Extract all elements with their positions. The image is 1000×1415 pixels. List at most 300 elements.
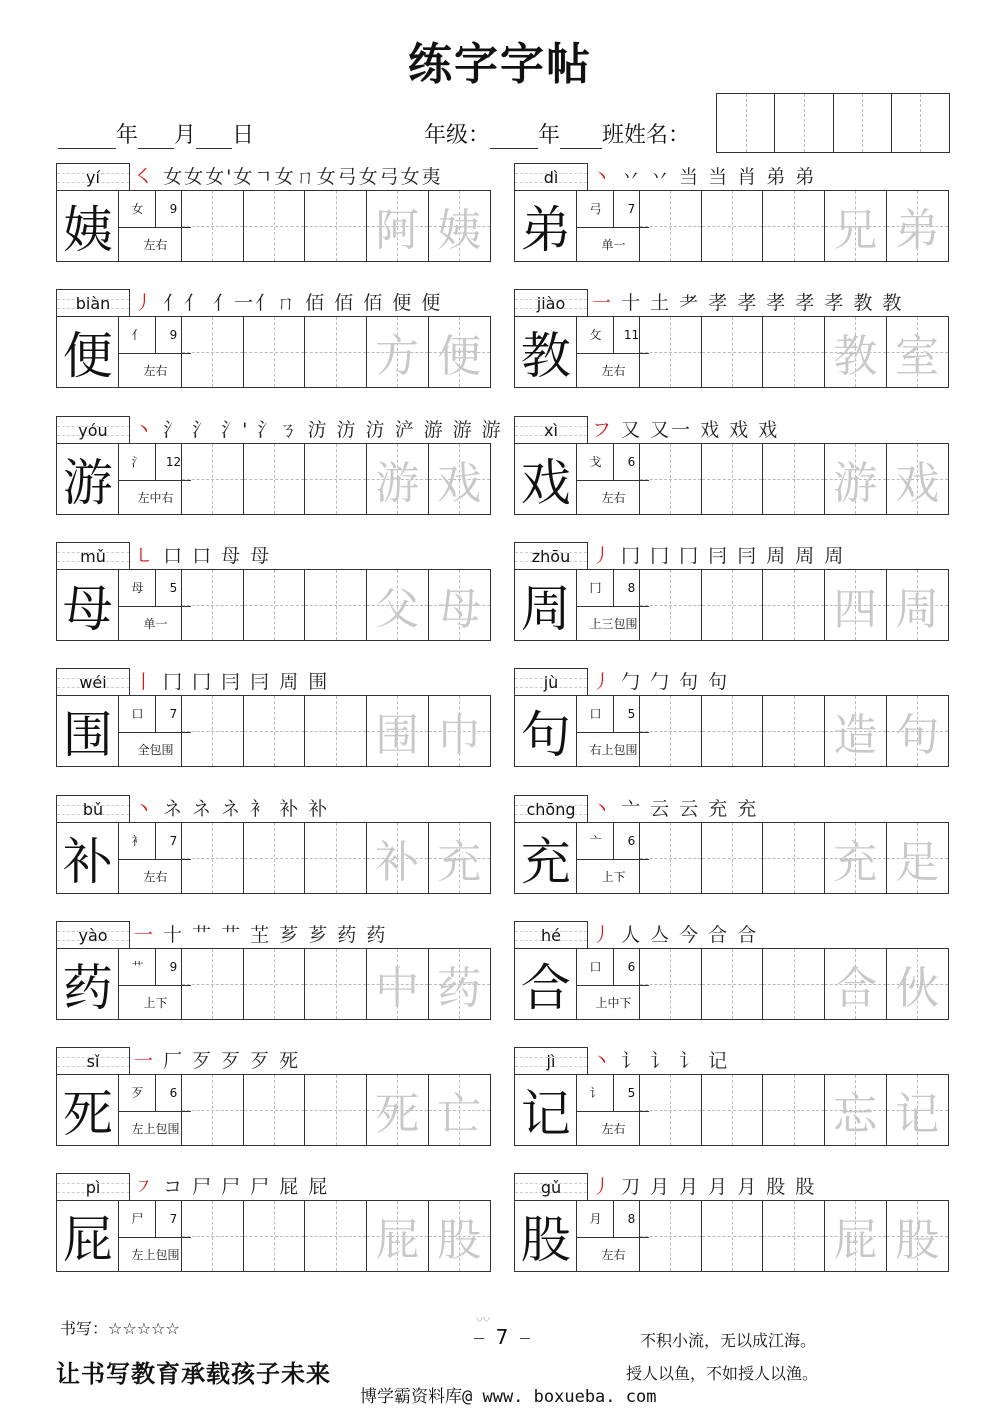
pinyin: jiào (536, 294, 566, 313)
stroke-order (134, 544, 271, 568)
pinyin: yóu (78, 421, 108, 440)
pinyin-box (514, 416, 588, 444)
trace-cell[interactable] (367, 949, 429, 1019)
practice-cell[interactable] (244, 1201, 306, 1271)
trace-cell[interactable] (825, 1201, 887, 1271)
stroke-count: 5 (155, 570, 191, 607)
practice-cell[interactable] (182, 317, 244, 387)
pinyin-box (56, 163, 130, 191)
practice-cell[interactable] (640, 823, 702, 893)
char-info (119, 1075, 181, 1145)
trace-character: 造 (833, 710, 878, 761)
stroke-count: 9 (155, 191, 191, 228)
char-card (514, 795, 949, 899)
structure: 左右 (143, 364, 168, 378)
practice-cell[interactable] (244, 191, 306, 261)
practice-cell[interactable] (182, 570, 244, 640)
slogan: 让书写教育承载孩子未来 (56, 1360, 331, 1388)
trace-cell[interactable] (367, 696, 429, 766)
pinyin-box (56, 289, 130, 317)
practice-cell[interactable] (640, 317, 702, 387)
practice-cell[interactable] (702, 191, 764, 261)
writing-grid (56, 1200, 491, 1272)
pinyin: zhōu (531, 547, 571, 566)
practice-cell[interactable] (182, 1201, 244, 1271)
stroke-count: 7 (155, 696, 191, 733)
practice-cell[interactable] (640, 949, 702, 1019)
trace-cell[interactable] (887, 570, 948, 640)
writing-grid (514, 1200, 949, 1272)
practice-cell[interactable] (244, 823, 306, 893)
stroke-order (592, 544, 845, 568)
stroke-sequence: 十 艹 艹 芏 芗 芗 药 药 (163, 924, 388, 946)
practice-cell[interactable] (182, 949, 244, 1019)
name-box[interactable] (775, 94, 833, 152)
trace-cell[interactable] (825, 570, 887, 640)
radical: 亠 (577, 823, 614, 860)
structure: 左中右 (137, 491, 174, 505)
writing-grid (514, 316, 949, 388)
char-info (577, 949, 639, 1019)
trace-cell[interactable] (429, 444, 490, 514)
pinyin: jì (546, 1052, 556, 1071)
first-stroke: 丿 (592, 671, 614, 693)
char-card (514, 921, 949, 1025)
practice-cell[interactable] (244, 1075, 306, 1145)
practice-cell[interactable] (640, 444, 702, 514)
stroke-sequence: 又 又一 戏 戏 戏 (621, 419, 780, 441)
trace-cell[interactable] (825, 696, 887, 766)
char-card (56, 542, 491, 646)
stroke-order (134, 670, 329, 694)
trace-cell[interactable] (887, 696, 948, 766)
trace-cell[interactable] (429, 696, 490, 766)
trace-cell[interactable] (825, 1075, 887, 1145)
trace-character: 死 (375, 1089, 420, 1140)
practice-cell[interactable] (763, 696, 825, 766)
name-label: 姓名： (624, 123, 691, 148)
stroke-order (592, 670, 729, 694)
radical: 讠 (577, 1075, 614, 1112)
practice-cell[interactable] (702, 696, 764, 766)
main-character: 补 (57, 823, 119, 893)
stroke-count: 6 (155, 1075, 191, 1112)
main-character: 药 (57, 949, 119, 1019)
trace-character: 室 (895, 331, 940, 382)
trace-character: 充 (833, 837, 878, 888)
structure: 左右 (601, 1122, 626, 1136)
stroke-sequence: 冂 冂 冃 冃 周 围 (163, 671, 330, 693)
trace-character: 便 (437, 331, 482, 382)
quote-line-1: 不积小流，无以成江海。 (640, 1331, 817, 1350)
trace-cell[interactable] (887, 1075, 948, 1145)
structure: 上三包围 (589, 617, 638, 631)
trace-cell[interactable] (367, 191, 429, 261)
practice-cell[interactable] (702, 570, 764, 640)
grade-blank[interactable] (490, 126, 538, 149)
trace-character: 周 (895, 584, 940, 635)
stroke-sequence: 冂 冂 冂 冃 冃 周 周 周 (621, 545, 846, 567)
pinyin-box (56, 416, 130, 444)
trace-character: 父 (375, 584, 420, 635)
radical: 女 (119, 191, 156, 228)
char-info (577, 191, 639, 261)
stroke-sequence: 亠 云 云 充 充 (621, 798, 759, 820)
char-card (514, 416, 949, 520)
radical: 攵 (577, 317, 614, 354)
stroke-order (134, 291, 442, 315)
practice-cell[interactable] (305, 949, 367, 1019)
trace-character: 教 (833, 331, 878, 382)
radical: 亻 (119, 317, 156, 354)
first-stroke: 丨 (134, 671, 156, 693)
pinyin: yào (78, 926, 108, 945)
year-blank[interactable] (58, 126, 116, 149)
structure: 上下 (143, 996, 168, 1010)
radical: 月 (577, 1201, 614, 1238)
char-info (119, 949, 181, 1019)
char-info (577, 317, 639, 387)
stroke-order (134, 418, 503, 442)
structure: 左右 (143, 870, 168, 884)
stroke-order (592, 923, 758, 947)
practice-cell[interactable] (763, 823, 825, 893)
first-stroke: ㇄ (134, 545, 156, 567)
trace-cell[interactable] (887, 317, 948, 387)
pinyin: sǐ (86, 1052, 100, 1071)
practice-cell[interactable] (305, 444, 367, 514)
trace-cell[interactable] (825, 444, 887, 514)
practice-cell[interactable] (305, 1201, 367, 1271)
practice-cell[interactable] (244, 949, 306, 1019)
writing-grid (56, 1074, 491, 1146)
writing-grid (56, 569, 491, 641)
trace-cell[interactable] (429, 191, 490, 261)
stroke-sequence: 讠 讠 讠 记 (621, 1050, 730, 1072)
practice-cell[interactable] (763, 1201, 825, 1271)
first-stroke: 丿 (592, 545, 614, 567)
practice-cell[interactable] (640, 696, 702, 766)
char-info (577, 1075, 639, 1145)
stroke-count: 6 (613, 444, 649, 481)
trace-character: 戏 (437, 458, 482, 509)
stroke-count: 7 (155, 823, 191, 860)
grade-line (424, 118, 690, 149)
trace-character: 游 (375, 458, 420, 509)
writing-grid (56, 316, 491, 388)
practice-cell[interactable] (182, 191, 244, 261)
first-stroke: 丿 (592, 924, 614, 946)
structure: 全包围 (137, 743, 174, 757)
watermark: 博学霸资料库@ www. boxueba. com (360, 1387, 657, 1407)
trace-character: 屁 (833, 1215, 878, 1266)
practice-cell[interactable] (244, 317, 306, 387)
first-stroke: 丶 (592, 166, 614, 188)
practice-cell[interactable] (305, 1075, 367, 1145)
trace-cell[interactable] (825, 949, 887, 1019)
char-card (56, 416, 503, 520)
first-stroke: 丶 (134, 798, 156, 820)
name-box[interactable] (834, 94, 892, 152)
trace-cell[interactable] (887, 823, 948, 893)
practice-cell[interactable] (763, 317, 825, 387)
structure: 右上包围 (589, 743, 638, 757)
main-character: 周 (515, 570, 577, 640)
stroke-order (592, 291, 903, 315)
pinyin: bǔ (82, 800, 104, 819)
structure: 上下 (601, 870, 626, 884)
month-blank[interactable] (138, 126, 174, 149)
writing-grid (514, 190, 949, 262)
stroke-count: 7 (613, 191, 649, 228)
stroke-count: 12 (155, 444, 191, 481)
quote-line-2: 授人以鱼，不如授人以渔。 (626, 1364, 819, 1383)
trace-cell[interactable] (429, 823, 490, 893)
pinyin-box (56, 921, 130, 949)
trace-character: 药 (437, 963, 482, 1014)
trace-cell[interactable] (367, 570, 429, 640)
char-card (56, 921, 491, 1025)
radical: 母 (119, 570, 156, 607)
trace-cell[interactable] (825, 191, 887, 261)
trace-character: 巾 (437, 710, 482, 761)
pinyin: mǔ (80, 547, 106, 566)
main-character: 充 (515, 823, 577, 893)
trace-character: 记 (895, 1089, 940, 1140)
trace-character: 忘 (833, 1089, 878, 1140)
main-character: 记 (515, 1075, 577, 1145)
trace-cell[interactable] (429, 570, 490, 640)
pinyin-box (514, 289, 588, 317)
stroke-count: 7 (155, 1201, 191, 1238)
practice-cell[interactable] (702, 823, 764, 893)
char-info (119, 317, 181, 387)
char-card (514, 1047, 949, 1151)
practice-cell[interactable] (702, 949, 764, 1019)
char-info (577, 823, 639, 893)
practice-cell[interactable] (244, 444, 306, 514)
char-card (514, 163, 949, 267)
radical: 口 (577, 949, 614, 986)
page-number: 7 (470, 1325, 534, 1349)
trace-character: 股 (895, 1215, 940, 1266)
trace-cell[interactable] (367, 823, 429, 893)
structure: 左右 (601, 364, 626, 378)
trace-cell[interactable] (825, 823, 887, 893)
main-character: 围 (57, 696, 119, 766)
trace-character: 姨 (437, 205, 482, 256)
trace-cell[interactable] (887, 949, 948, 1019)
structure: 左右 (601, 491, 626, 505)
trace-cell[interactable] (429, 1075, 490, 1145)
trace-cell[interactable] (429, 949, 490, 1019)
writing-grid (56, 695, 491, 767)
grade-label: 年级： (424, 123, 491, 148)
stroke-count: 9 (155, 949, 191, 986)
char-card (56, 1047, 491, 1151)
char-info (119, 444, 181, 514)
rating: 书写：☆☆☆☆☆ (60, 1319, 180, 1338)
trace-cell[interactable] (367, 1075, 429, 1145)
pinyin-box (514, 921, 588, 949)
trace-character: 足 (895, 837, 940, 888)
stroke-count: 9 (155, 317, 191, 354)
char-info (577, 444, 639, 514)
pinyin: wéi (79, 673, 107, 692)
practice-cell[interactable] (305, 696, 367, 766)
pinyin: biàn (75, 294, 111, 313)
practice-cell[interactable] (305, 823, 367, 893)
day-blank[interactable] (196, 126, 232, 149)
stroke-count: 8 (613, 1201, 649, 1238)
writing-grid (514, 822, 949, 894)
char-info (119, 1201, 181, 1271)
char-info (119, 191, 181, 261)
stroke-order (134, 797, 329, 821)
pinyin-box (514, 163, 588, 191)
first-stroke: 丿 (134, 292, 156, 314)
first-stroke: 丶 (134, 419, 156, 441)
char-card (56, 668, 491, 772)
practice-cell[interactable] (244, 570, 306, 640)
practice-cell[interactable] (763, 1075, 825, 1145)
practice-cell[interactable] (763, 444, 825, 514)
stroke-order (134, 1175, 329, 1199)
char-card (56, 795, 491, 899)
practice-cell[interactable] (182, 444, 244, 514)
stroke-sequence: 十 土 耂 孝 孝 孝 孝 孝 教 教 (621, 292, 904, 314)
stroke-sequence: 厂 歹 歹 歹 死 (163, 1050, 301, 1072)
main-character: 句 (515, 696, 577, 766)
stroke-count: 6 (613, 823, 649, 860)
practice-cell[interactable] (640, 1075, 702, 1145)
name-box[interactable] (892, 94, 949, 152)
practice-cell[interactable] (640, 570, 702, 640)
first-stroke: 一 (134, 924, 156, 946)
radical: 口 (577, 696, 614, 733)
practice-cell[interactable] (763, 949, 825, 1019)
trace-character: 游 (833, 458, 878, 509)
practice-cell[interactable] (305, 570, 367, 640)
practice-cell[interactable] (305, 191, 367, 261)
char-card (56, 163, 491, 267)
first-stroke: 一 (134, 1050, 156, 1072)
radical: 艹 (119, 949, 156, 986)
main-character: 死 (57, 1075, 119, 1145)
stroke-sequence: 刀 月 月 月 月 股 股 (621, 1176, 817, 1198)
trace-cell[interactable] (887, 444, 948, 514)
trace-character: 阿 (375, 205, 420, 256)
trace-cell[interactable] (429, 1201, 490, 1271)
main-character: 母 (57, 570, 119, 640)
pinyin-box (514, 795, 588, 823)
trace-character: 屁 (375, 1215, 420, 1266)
practice-cell[interactable] (763, 191, 825, 261)
main-character: 合 (515, 949, 577, 1019)
month-label: 月 (174, 123, 197, 148)
radical: 弓 (577, 191, 614, 228)
char-card (514, 668, 949, 772)
main-character: 姨 (57, 191, 119, 261)
class-blank[interactable] (560, 126, 602, 149)
practice-cell[interactable] (763, 570, 825, 640)
stroke-count: 5 (613, 696, 649, 733)
writing-grid (56, 948, 491, 1020)
practice-cell[interactable] (640, 1201, 702, 1271)
name-boxes[interactable] (716, 93, 950, 153)
practice-cell[interactable] (305, 317, 367, 387)
trace-cell[interactable] (367, 444, 429, 514)
trace-cell[interactable] (367, 317, 429, 387)
practice-cell[interactable] (182, 823, 244, 893)
practice-cell[interactable] (702, 1075, 764, 1145)
writing-grid (514, 948, 949, 1020)
trace-character: 中 (375, 963, 420, 1014)
char-info (577, 1201, 639, 1271)
trace-character: 充 (437, 837, 482, 888)
practice-cell[interactable] (182, 1075, 244, 1145)
practice-cell[interactable] (702, 317, 764, 387)
trace-character: 补 (375, 837, 420, 888)
name-box[interactable] (717, 94, 775, 152)
stroke-order (592, 1049, 729, 1073)
pinyin: pì (85, 1178, 101, 1197)
main-character: 教 (515, 317, 577, 387)
page-title: 练字字帖 (408, 39, 592, 90)
trace-cell[interactable] (367, 1201, 429, 1271)
grade-year-label: 年 (538, 123, 561, 148)
stroke-count: 11 (613, 317, 649, 354)
writing-grid (514, 1074, 949, 1146)
practice-cell[interactable] (702, 1201, 764, 1271)
trace-character: 股 (437, 1215, 482, 1266)
radical: 歹 (119, 1075, 156, 1112)
class-label: 班 (602, 123, 625, 148)
year-label: 年 (116, 123, 139, 148)
trace-cell[interactable] (429, 317, 490, 387)
trace-cell[interactable] (887, 1201, 948, 1271)
page-decoration-icon: 〰 (476, 1313, 490, 1329)
stroke-sequence: 亻亻 亻一亻ㄇ 佰 佰 佰 便 便 (163, 292, 443, 314)
trace-character: 兄 (833, 205, 878, 256)
first-stroke: 丿 (592, 1176, 614, 1198)
pinyin-box (56, 795, 130, 823)
radical: 戈 (577, 444, 614, 481)
main-character: 屁 (57, 1201, 119, 1271)
practice-cell[interactable] (640, 191, 702, 261)
radical: 氵 (119, 444, 156, 481)
practice-cell[interactable] (182, 696, 244, 766)
practice-cell[interactable] (702, 444, 764, 514)
first-stroke: ㇛ (134, 166, 156, 188)
char-card (56, 1173, 491, 1277)
day-label: 日 (232, 123, 255, 148)
char-info (119, 570, 181, 640)
stroke-count: 5 (613, 1075, 649, 1112)
stroke-sequence: 勹 勹 句 句 (621, 671, 730, 693)
first-stroke: 一 (592, 292, 614, 314)
trace-cell[interactable] (887, 191, 948, 261)
practice-cell[interactable] (244, 696, 306, 766)
structure: 左右 (143, 238, 168, 252)
stroke-sequence: 氵 氵 氵' 氵ㄋ 汸 汸 汸 浐 游 游 游 (163, 419, 503, 441)
trace-cell[interactable] (825, 317, 887, 387)
stroke-sequence: コ 尸 尸 尸 屁 屁 (163, 1176, 330, 1198)
trace-character: 围 (375, 710, 420, 761)
stroke-sequence: 女女女'女ㄱ女ㄇ女弓女弓女夷 (163, 166, 443, 188)
pinyin: chōng (526, 800, 576, 819)
char-card (514, 1173, 949, 1277)
